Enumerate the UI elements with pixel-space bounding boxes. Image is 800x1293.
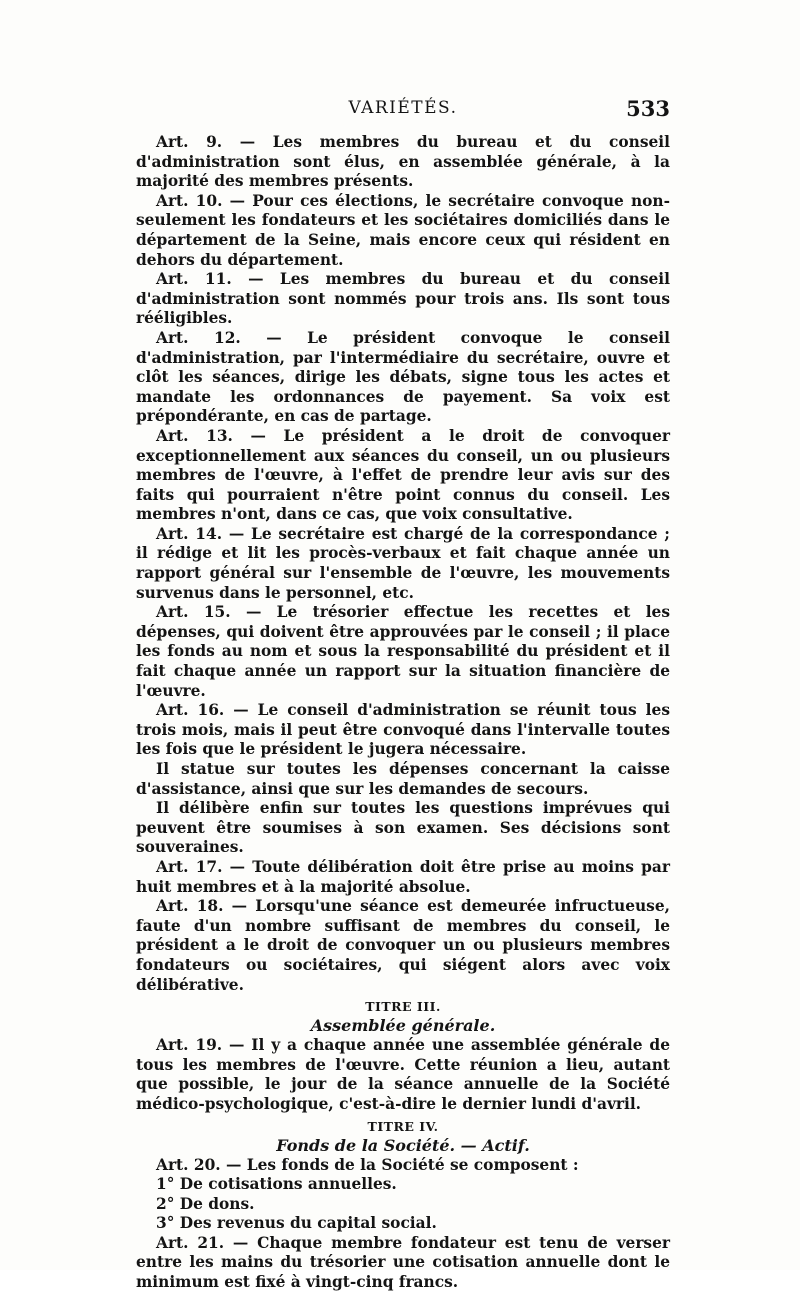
article-15: Art. 15. — Le trésorier effectue les recettes et les dépenses, qui doivent être approuvées par le conseil ; il place les fonds au nom et sous la responsabilité du président et il fait chaque année un rapport sur la situation financière de l'œuvre.	[136, 603, 670, 700]
list-item: 3° Des revenus du capital social.	[156, 1214, 437, 1233]
titre-4-heading: TITRE IV.	[367, 1118, 439, 1134]
article-17: Art. 17. — Toute délibération doit être prise au moins par huit membres et à la majorité absolue.	[136, 857, 670, 896]
titre-4-subtitle: Fonds de la Société. — Actif.	[276, 1135, 530, 1155]
running-title: VARIÉTÉS.	[348, 98, 458, 118]
article-14: Art. 14. — Le secrétaire est chargé de la correspondance ; il rédige et lit les procès-verbaux et fait chaque année un rapport général sur l'ensemble de l'œuvre, les mouvements survenus dans le personnel, etc.	[136, 524, 670, 602]
running-head	[136, 98, 670, 128]
article-13: Art. 13. — Le président a le droit de convoquer exceptionnellement aux séances du conseil, un ou plusieurs membres de l'œuvre, à l'effet de prendre leur avis sur des faits qui pourraient n'être point connus du conseil. Les membres n'ont, dans ce cas, que voix consultative.	[136, 426, 670, 524]
article-20: Art. 20. — Les fonds de la Société se composent :	[156, 1155, 579, 1174]
titre-3-subtitle: Assemblée générale.	[310, 1016, 496, 1036]
article-9: Art. 9. — Les membres du bureau et du conseil d'administration sont élus, en assemblée générale, à la majorité des membres présents.	[136, 133, 670, 191]
article-19: Art. 19. — Il y a chaque année une assemblée générale de tous les membres de l'œuvre. Cette réunion a lieu, autant que possible, le jour de la séance annuelle de la Société médico-psychologique, c'est-à-dire le dernier lundi d'avril.	[136, 1036, 670, 1113]
titre-3-heading: TITRE III.	[365, 999, 441, 1015]
list-item: 2° De dons.	[156, 1194, 255, 1213]
article-21: Art. 21. — Chaque membre fondateur est tenu de verser entre les mains du trésorier une cotisation annuelle dont le minimum est fixé à vingt-cinq francs.	[136, 1233, 670, 1292]
article-16-paragraph-2: Il statue sur toutes les dépenses concernant la caisse d'assistance, ainsi que sur les demandes de secours.	[136, 760, 670, 798]
article-18: Art. 18. — Lorsqu'une séance est demeurée infructueuse, faute d'un nombre suffisant de membres du conseil, le président a le droit de convoquer un ou plusieurs membres fondateurs ou sociétaires, qui siégent alors avec voix délibérative.	[136, 897, 670, 994]
article-11: Art. 11. — Les membres du bureau et du conseil d'administration sont nommés pour trois ans. Ils sont tous rééligibles.	[136, 270, 670, 328]
page-number: 533	[626, 96, 670, 121]
list-item: 1° De cotisations annuelles.	[156, 1175, 397, 1194]
article-10: Art. 10. — Pour ces élections, le secrétaire convoque non-seulement les fondateurs et les sociétaires domiciliés dans le département de la Seine, mais encore ceux qui résident en dehors du département.	[136, 191, 670, 269]
body-text	[136, 133, 670, 1293]
article-16-paragraph-3: Il délibère enfin sur toutes les questions imprévues qui peuvent être soumises à son examen. Ses décisions sont souveraines.	[136, 799, 670, 857]
article-12: Art. 12. — Le président convoque le conseil d'administration, par l'intermédiaire du secrétaire, ouvre et clôt les séances, dirige les débats, signe tous les actes et mandate les ordonnances de payement. Sa voix est prépondérante, en cas de partage.	[136, 328, 670, 426]
article-16: Art. 16. — Le conseil d'administration se réunit tous les trois mois, mais il peut être convoqué dans l'intervalle toutes les fois que le président le jugera nécessaire.	[136, 701, 670, 759]
